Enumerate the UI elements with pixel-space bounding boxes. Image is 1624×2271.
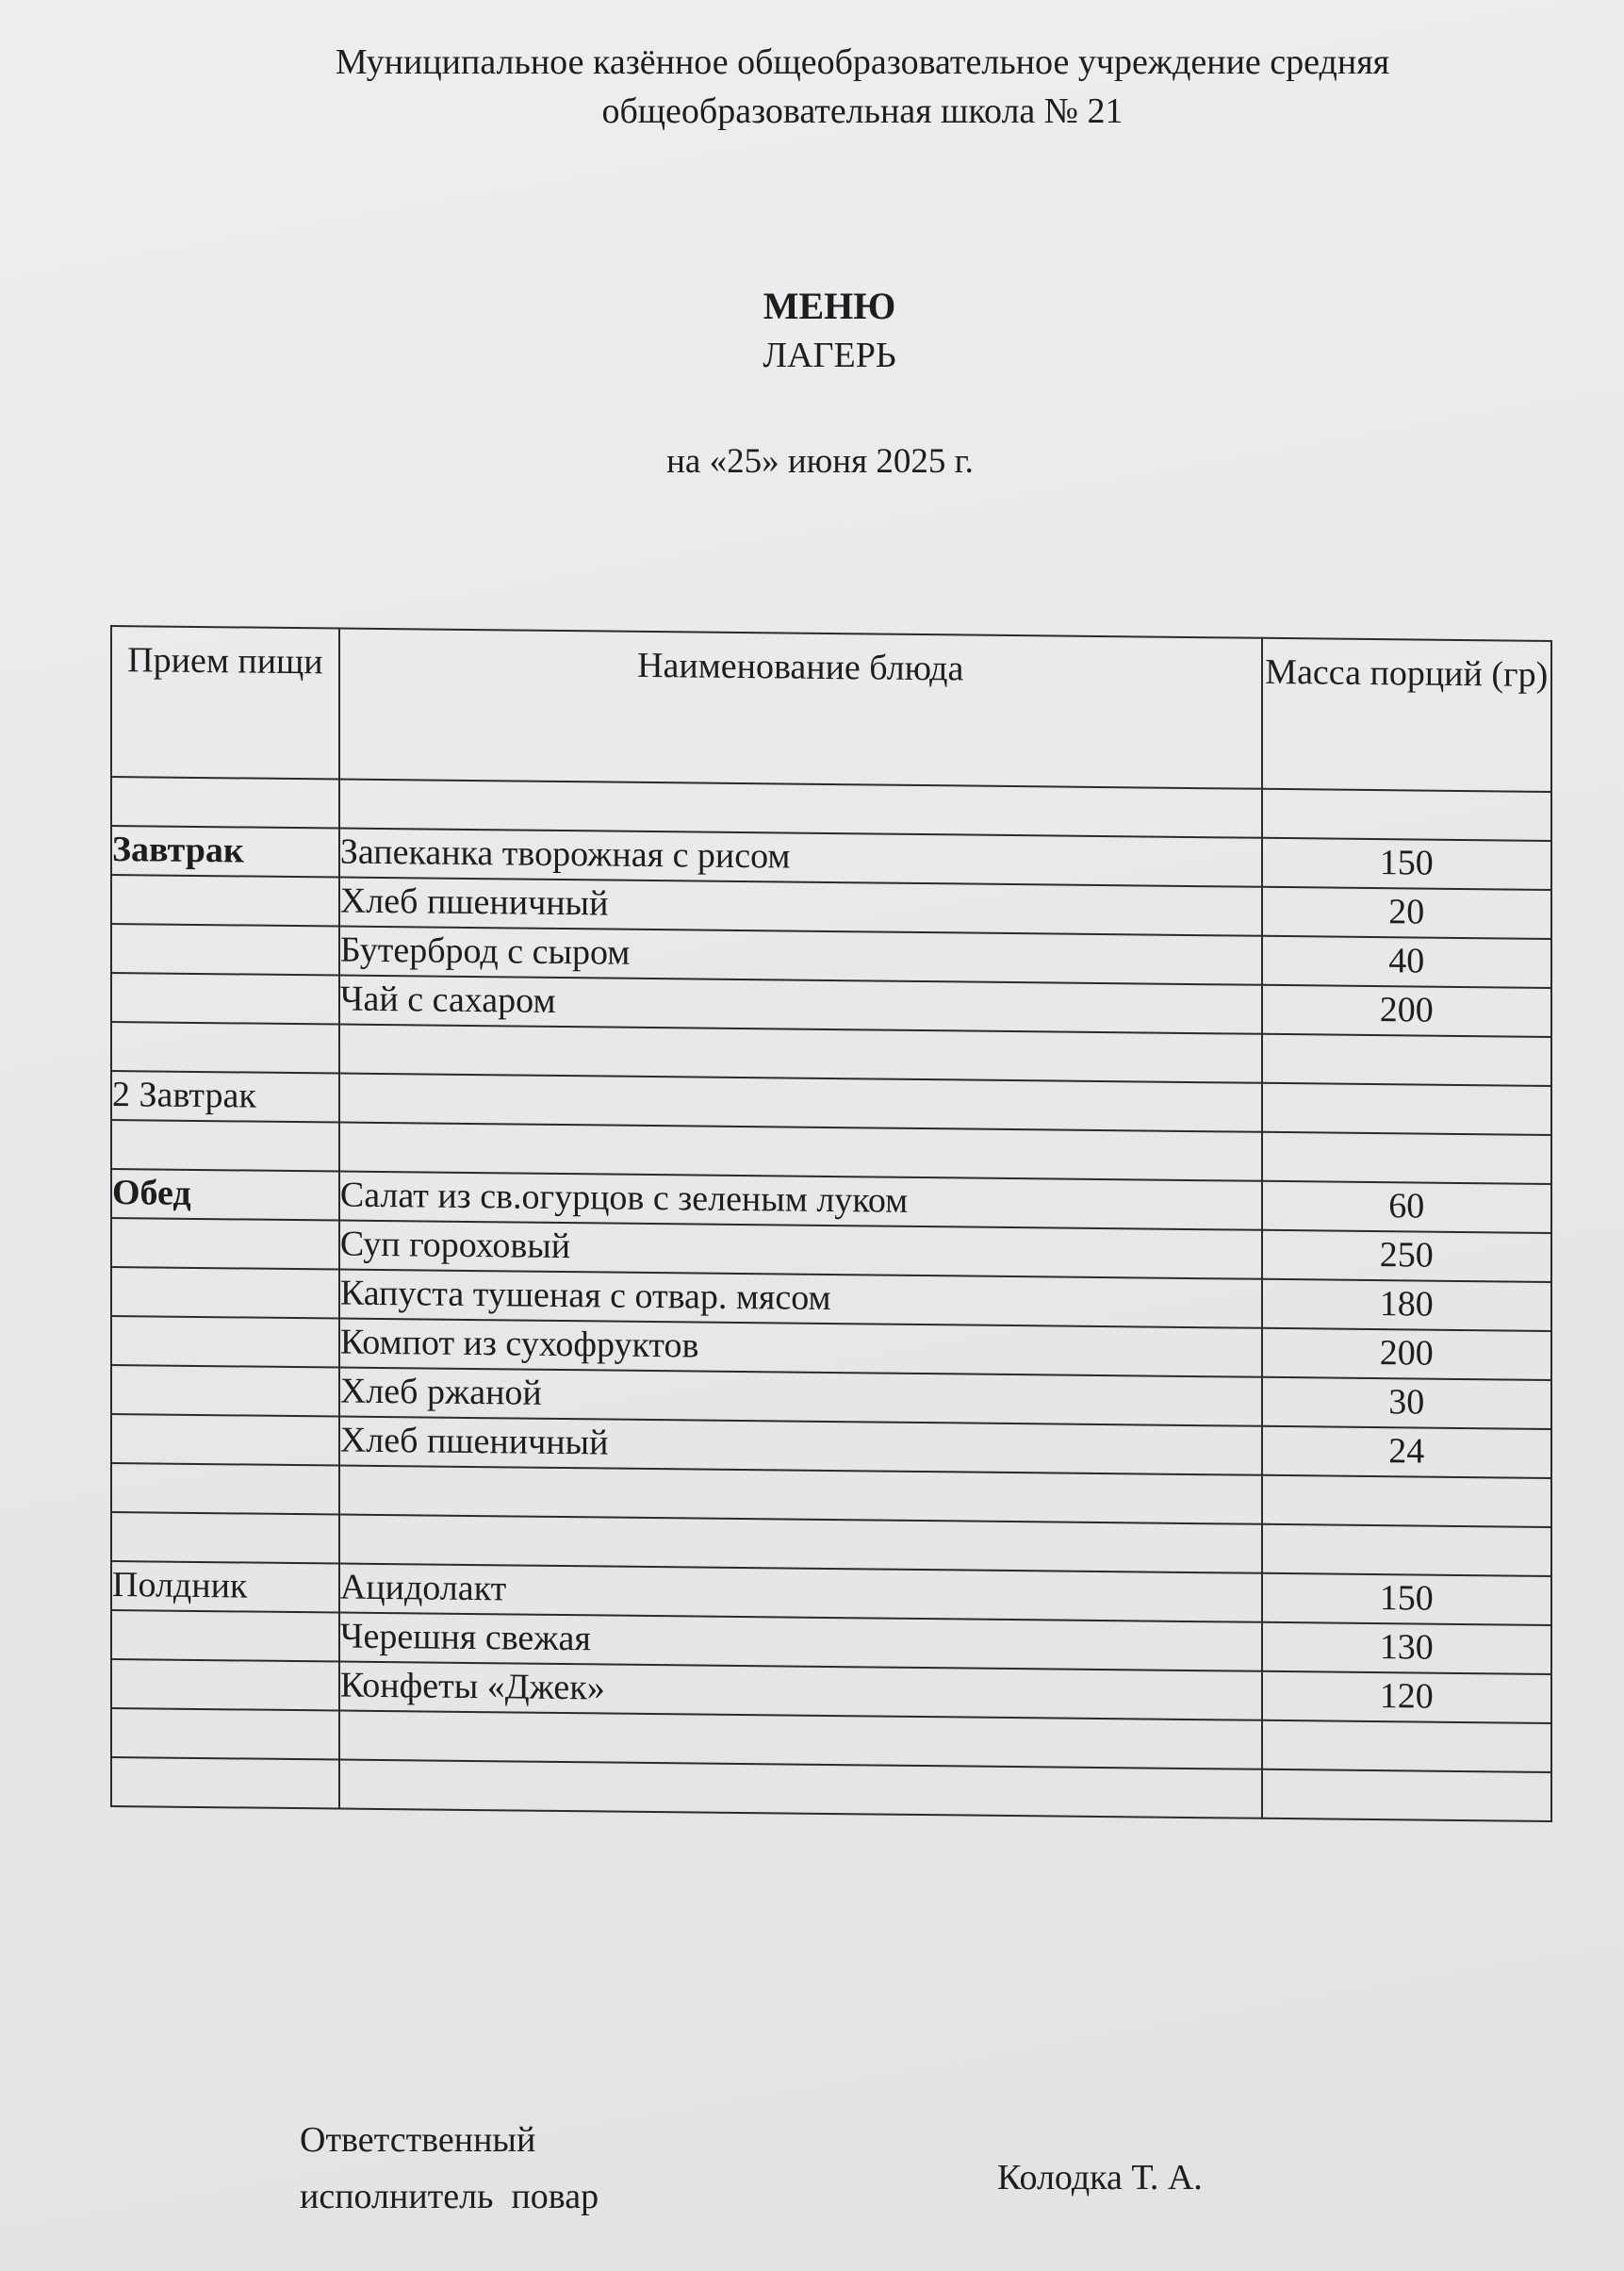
header-mass-text: Масса порций (гр)	[1265, 651, 1549, 695]
meal-cell	[111, 1316, 339, 1368]
meal-cell	[111, 1120, 339, 1172]
mass-cell: 150	[1262, 1573, 1551, 1625]
header-meal-text: Прием пищи	[127, 640, 323, 683]
meal-cell	[111, 777, 339, 829]
dish-cell: Хлеб пшеничный	[339, 1417, 1262, 1475]
mass-cell	[1262, 789, 1551, 841]
mass-cell	[1262, 1132, 1551, 1184]
mass-cell: 40	[1262, 936, 1551, 988]
mass-cell: 200	[1262, 985, 1551, 1037]
meal-cell	[111, 875, 339, 927]
meal-cell	[111, 1659, 339, 1711]
document-subtitle: ЛАГЕРЬ	[763, 336, 896, 375]
footer-signer: Колодка Т. А.	[997, 2158, 1203, 2197]
mass-cell	[1262, 1524, 1551, 1576]
meal-cell: Полдник	[111, 1561, 339, 1613]
meal-cell	[111, 1365, 339, 1417]
menu-table-body	[111, 777, 1551, 1821]
mass-cell: 60	[1262, 1181, 1551, 1233]
responsible-line-1: Ответственный	[300, 2120, 536, 2160]
organization-line-2: общеобразовательная школа № 21	[601, 91, 1124, 131]
meal-cell	[111, 1218, 339, 1270]
menu-table	[110, 625, 1552, 1822]
dish-cell: Ацидолакт	[339, 1564, 1262, 1622]
footer-responsible	[300, 2112, 599, 2225]
responsible-line-2: исполнитель повар	[300, 2177, 599, 2216]
dish-cell: Конфеты «Джек»	[339, 1662, 1262, 1720]
meal-cell	[111, 1757, 339, 1809]
mass-cell: 150	[1262, 838, 1551, 890]
meal-cell: Обед	[111, 1169, 339, 1221]
meal-cell	[111, 1414, 339, 1466]
dish-cell: Хлеб ржаной	[339, 1368, 1262, 1426]
meal-cell	[111, 1512, 339, 1564]
meal-cell: 2 Завтрак	[111, 1071, 339, 1123]
header-dish	[339, 629, 1262, 789]
menu-table-header-row	[111, 626, 1551, 792]
dish-cell: Запеканка творожная с рисом	[339, 829, 1262, 887]
mass-cell	[1262, 1034, 1551, 1086]
dish-cell: Салат из св.огурцов с зеленым луком	[339, 1172, 1262, 1230]
header-meal	[111, 626, 339, 780]
meal-cell	[111, 924, 339, 976]
mass-cell: 30	[1262, 1377, 1551, 1429]
dish-cell: Компот из сухофруктов	[339, 1319, 1262, 1377]
dish-cell: Суп гороховый	[339, 1221, 1262, 1279]
dish-cell	[339, 1760, 1262, 1818]
header-mass	[1262, 638, 1551, 792]
meal-cell	[111, 1610, 339, 1662]
mass-cell: 24	[1262, 1426, 1551, 1478]
mass-cell: 130	[1262, 1622, 1551, 1674]
mass-cell	[1262, 1720, 1551, 1772]
dish-cell: Капуста тушеная с отвар. мясом	[339, 1270, 1262, 1328]
meal-cell	[111, 973, 339, 1025]
meal-cell: Завтрак	[111, 826, 339, 878]
meal-cell	[111, 1267, 339, 1319]
mass-cell	[1262, 1769, 1551, 1821]
meal-cell	[111, 1463, 339, 1515]
dish-cell: Чай с сахаром	[339, 976, 1262, 1034]
mass-cell: 200	[1262, 1328, 1551, 1380]
header-dish-text: Наименование блюда	[637, 645, 964, 689]
document-title: МЕНЮ	[763, 285, 896, 327]
mass-cell: 250	[1262, 1230, 1551, 1282]
meal-cell	[111, 1022, 339, 1074]
dish-cell: Хлеб пшеничный	[339, 878, 1262, 936]
meal-cell	[111, 1708, 339, 1760]
mass-cell	[1262, 1083, 1551, 1135]
mass-cell: 180	[1262, 1279, 1551, 1331]
mass-cell	[1262, 1475, 1551, 1527]
dish-cell: Бутерброд с сыром	[339, 927, 1262, 985]
menu-date: на «25» июня 2025 г.	[666, 442, 974, 481]
mass-cell: 120	[1262, 1671, 1551, 1723]
mass-cell: 20	[1262, 887, 1551, 939]
dish-cell: Черешня свежая	[339, 1613, 1262, 1671]
organization-line-1: Муниципальное казённое общеобразовательное учреждение средняя	[335, 42, 1390, 82]
organization-header	[236, 38, 1489, 136]
